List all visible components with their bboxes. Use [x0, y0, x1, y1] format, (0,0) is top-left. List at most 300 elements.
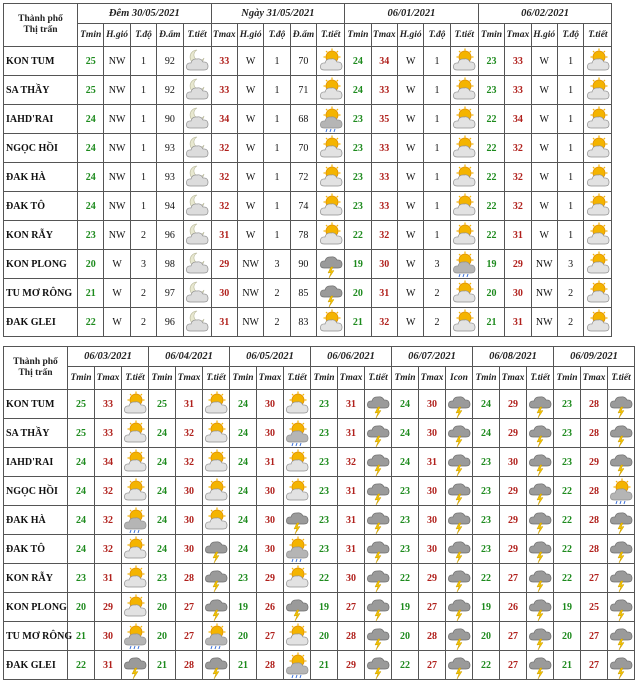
- value-cell: NW: [104, 76, 130, 105]
- city-name: SA THẦY: [4, 419, 68, 448]
- value-cell: 25: [78, 76, 104, 105]
- value-cell: 1: [130, 76, 156, 105]
- tmin-cell: 22: [473, 564, 500, 593]
- value-cell: 19: [478, 250, 504, 279]
- tmin-cell: 22: [554, 506, 581, 535]
- storm-cloud-icon: [609, 623, 633, 650]
- sun-cloud-icon: [123, 594, 147, 621]
- weather-cell: [527, 535, 554, 564]
- storm-cloud-icon: [528, 594, 552, 621]
- value-cell: 24: [78, 134, 104, 163]
- weather-cell: [608, 419, 635, 448]
- sun-cloud-icon: [285, 565, 309, 592]
- tmax-cell: 28: [581, 506, 608, 535]
- weather-cell: [527, 564, 554, 593]
- table-row: [4, 448, 635, 477]
- weather-cell: [446, 535, 473, 564]
- storm-cloud-icon: [447, 536, 471, 563]
- value-cell: 24: [345, 47, 371, 76]
- value-cell: 24: [78, 105, 104, 134]
- tmin-cell: 23: [230, 564, 257, 593]
- column-header: Tmin: [473, 367, 500, 390]
- sun-cloud-icon: [319, 193, 343, 220]
- weather-cell: [450, 47, 478, 76]
- value-cell: NW: [237, 279, 263, 308]
- value-cell: 92: [157, 76, 183, 105]
- table-row: [4, 250, 612, 279]
- value-cell: 1: [130, 192, 156, 221]
- tmin-cell: 21: [68, 622, 95, 651]
- value-cell: W: [237, 47, 263, 76]
- value-cell: 2: [424, 279, 450, 308]
- tmax-cell: 30: [419, 535, 446, 564]
- weather-cell: [183, 192, 211, 221]
- city-name: KON RẪY: [4, 221, 78, 250]
- storm-cloud-icon: [609, 594, 633, 621]
- column-header: T.tiết: [284, 367, 311, 390]
- tmax-cell: 29: [338, 651, 365, 680]
- sun-cloud-icon: [204, 478, 228, 505]
- tmin-cell: 22: [392, 651, 419, 680]
- tmin-cell: 19: [473, 593, 500, 622]
- city-name: NGỌC HỒI: [4, 134, 78, 163]
- date-header: Ngày 31/05/2021: [211, 4, 345, 24]
- value-cell: W: [397, 192, 423, 221]
- weather-cell: [584, 134, 612, 163]
- sun-cloud-icon: [123, 391, 147, 418]
- rain-cloud-icon: [204, 623, 228, 650]
- tmin-cell: 23: [311, 535, 338, 564]
- value-cell: 2: [264, 279, 290, 308]
- sun-cloud-icon: [586, 135, 610, 162]
- tmax-cell: 25: [581, 593, 608, 622]
- value-cell: 23: [345, 134, 371, 163]
- tmin-cell: 20: [149, 622, 176, 651]
- value-cell: 1: [130, 105, 156, 134]
- column-header: Tmax: [581, 367, 608, 390]
- weather-cell: [183, 308, 211, 337]
- sun-cloud-icon: [123, 420, 147, 447]
- weather-cell: [584, 76, 612, 105]
- column-header: Icon: [446, 367, 473, 390]
- tmin-cell: 25: [149, 390, 176, 419]
- value-cell: 32: [505, 134, 531, 163]
- tmax-cell: 27: [419, 593, 446, 622]
- tmax-cell: 30: [500, 448, 527, 477]
- sun-cloud-icon: [285, 478, 309, 505]
- city-name: KON TUM: [4, 47, 78, 76]
- tmax-cell: 30: [176, 535, 203, 564]
- column-header: Tmax: [419, 367, 446, 390]
- rain-cloud-icon: [285, 420, 309, 447]
- storm-cloud-icon: [528, 536, 552, 563]
- storm-cloud-icon: [285, 594, 309, 621]
- moon-cloud-icon: [185, 251, 209, 278]
- value-cell: 1: [424, 163, 450, 192]
- column-header: T.độ: [130, 24, 156, 47]
- tmax-cell: 27: [581, 564, 608, 593]
- tmax-cell: 27: [338, 593, 365, 622]
- value-cell: 33: [371, 163, 397, 192]
- column-header: T.tiết: [584, 24, 612, 47]
- weather-cell: [527, 390, 554, 419]
- value-cell: 1: [557, 47, 583, 76]
- weather-cell: [450, 221, 478, 250]
- table-row: [4, 134, 612, 163]
- weather-cell: [446, 622, 473, 651]
- date-header: 06/02/2021: [478, 4, 612, 24]
- storm-cloud-icon: [123, 652, 147, 679]
- tmax-cell: 30: [338, 564, 365, 593]
- tmin-cell: 20: [392, 622, 419, 651]
- tmin-cell: 24: [68, 535, 95, 564]
- tmax-cell: 27: [176, 622, 203, 651]
- weather-cell: [183, 221, 211, 250]
- storm-cloud-icon: [609, 536, 633, 563]
- column-header: H.gió: [397, 24, 423, 47]
- tmax-cell: 30: [257, 535, 284, 564]
- weather-cell: [284, 622, 311, 651]
- weather-cell: [284, 390, 311, 419]
- tmin-cell: 23: [311, 419, 338, 448]
- value-cell: 21: [478, 308, 504, 337]
- tmin-cell: 24: [230, 419, 257, 448]
- tmin-cell: 23: [311, 390, 338, 419]
- sun-cloud-icon: [586, 280, 610, 307]
- tmax-cell: 31: [338, 390, 365, 419]
- value-cell: 22: [78, 308, 104, 337]
- tmax-cell: 32: [95, 506, 122, 535]
- value-cell: 33: [211, 47, 237, 76]
- city-header-line2: Thị trấn: [18, 368, 53, 378]
- tmax-cell: 28: [338, 622, 365, 651]
- weather-cell: [203, 419, 230, 448]
- weather-cell: [608, 448, 635, 477]
- column-header: T.tiết: [527, 367, 554, 390]
- storm-cloud-icon: [447, 594, 471, 621]
- tmax-cell: 31: [338, 506, 365, 535]
- table-row: [4, 221, 612, 250]
- sun-cloud-icon: [319, 77, 343, 104]
- tmin-cell: 23: [392, 506, 419, 535]
- tmin-cell: 23: [311, 448, 338, 477]
- sun-cloud-icon: [586, 222, 610, 249]
- storm-cloud-icon: [366, 536, 390, 563]
- value-cell: W: [531, 76, 557, 105]
- tmin-cell: 24: [68, 448, 95, 477]
- weather-cell: [608, 651, 635, 680]
- table-row: [4, 535, 635, 564]
- weather-cell: [365, 593, 392, 622]
- tmax-cell: 28: [581, 419, 608, 448]
- value-cell: 31: [505, 221, 531, 250]
- value-cell: 1: [264, 163, 290, 192]
- storm-cloud-icon: [528, 478, 552, 505]
- weather-cell: [203, 506, 230, 535]
- tmin-cell: 22: [554, 564, 581, 593]
- weather-cell: [122, 535, 149, 564]
- table-row: [4, 506, 635, 535]
- rain-cloud-icon: [123, 623, 147, 650]
- sun-cloud-icon: [586, 77, 610, 104]
- city-name: ĐAK GLEI: [4, 308, 78, 337]
- tmin-cell: 20: [554, 622, 581, 651]
- weather-cell: [203, 564, 230, 593]
- column-header: Tmin: [149, 367, 176, 390]
- tmax-cell: 31: [338, 419, 365, 448]
- weather-cell: [446, 477, 473, 506]
- sun-cloud-icon: [123, 565, 147, 592]
- tmin-cell: 23: [392, 477, 419, 506]
- sun-cloud-icon: [452, 280, 476, 307]
- weather-cell: [122, 622, 149, 651]
- value-cell: 32: [371, 221, 397, 250]
- storm-cloud-icon: [447, 565, 471, 592]
- city-name: KON RẪY: [4, 564, 68, 593]
- sun-cloud-icon: [586, 48, 610, 75]
- value-cell: 20: [78, 250, 104, 279]
- tmax-cell: 27: [419, 651, 446, 680]
- weather-cell: [284, 419, 311, 448]
- city-name: NGỌC HỒI: [4, 477, 68, 506]
- value-cell: 33: [505, 76, 531, 105]
- value-cell: W: [104, 250, 130, 279]
- value-cell: 1: [264, 134, 290, 163]
- storm-cloud-icon: [319, 251, 343, 278]
- weather-cell: [183, 105, 211, 134]
- storm-cloud-icon: [447, 652, 471, 679]
- weather-cell: [365, 506, 392, 535]
- tmax-cell: 28: [176, 651, 203, 680]
- value-cell: 93: [157, 134, 183, 163]
- city-header-line1: Thành phố: [18, 14, 63, 24]
- table-row: [4, 419, 635, 448]
- value-cell: 32: [505, 192, 531, 221]
- column-header: Đ.ẩm: [157, 24, 183, 47]
- value-cell: 21: [345, 308, 371, 337]
- value-cell: 68: [290, 105, 316, 134]
- tmin-cell: 24: [230, 506, 257, 535]
- tmin-cell: 21: [554, 651, 581, 680]
- tmin-cell: 24: [392, 390, 419, 419]
- tmin-cell: 20: [473, 622, 500, 651]
- tmin-cell: 20: [311, 622, 338, 651]
- table-row: [4, 651, 635, 680]
- weather-cell: [317, 134, 345, 163]
- tmax-cell: 28: [581, 535, 608, 564]
- weather-cell: [584, 47, 612, 76]
- tmin-cell: 22: [473, 651, 500, 680]
- value-cell: 33: [211, 76, 237, 105]
- value-cell: NW: [237, 250, 263, 279]
- value-cell: 1: [424, 105, 450, 134]
- value-cell: 31: [211, 221, 237, 250]
- weather-cell: [284, 651, 311, 680]
- moon-cloud-icon: [185, 280, 209, 307]
- value-cell: 31: [505, 308, 531, 337]
- weather-cell: [527, 593, 554, 622]
- value-cell: 23: [345, 192, 371, 221]
- tmin-cell: 24: [149, 535, 176, 564]
- tmin-cell: 23: [554, 419, 581, 448]
- storm-cloud-icon: [609, 652, 633, 679]
- tmax-cell: 27: [257, 622, 284, 651]
- tmax-cell: 30: [257, 477, 284, 506]
- storm-cloud-icon: [366, 478, 390, 505]
- weather-cell: [446, 506, 473, 535]
- value-cell: 1: [130, 163, 156, 192]
- tmin-cell: 24: [473, 419, 500, 448]
- value-cell: 1: [130, 134, 156, 163]
- tmax-cell: 31: [419, 448, 446, 477]
- value-cell: 1: [424, 134, 450, 163]
- value-cell: 29: [505, 250, 531, 279]
- sun-cloud-icon: [586, 193, 610, 220]
- tmax-cell: 28: [257, 651, 284, 680]
- weather-cell: [365, 651, 392, 680]
- weather-cell: [284, 506, 311, 535]
- tmax-cell: 29: [500, 506, 527, 535]
- weather-cell: [365, 390, 392, 419]
- value-cell: NW: [104, 134, 130, 163]
- tmin-cell: 23: [392, 535, 419, 564]
- tmax-cell: 30: [95, 622, 122, 651]
- tmin-cell: 24: [149, 506, 176, 535]
- tmax-cell: 27: [581, 622, 608, 651]
- tmin-cell: 22: [554, 535, 581, 564]
- value-cell: 78: [290, 221, 316, 250]
- weather-cell: [183, 134, 211, 163]
- tmin-cell: 23: [311, 477, 338, 506]
- sun-cloud-icon: [204, 420, 228, 447]
- weather-cell: [284, 593, 311, 622]
- value-cell: W: [531, 105, 557, 134]
- tmax-cell: 30: [176, 477, 203, 506]
- column-header: T.tiết: [317, 24, 345, 47]
- value-cell: 33: [371, 134, 397, 163]
- storm-cloud-icon: [366, 623, 390, 650]
- sun-cloud-icon: [452, 135, 476, 162]
- column-header: Tmax: [257, 367, 284, 390]
- tmax-cell: 31: [338, 477, 365, 506]
- weather-cell: [584, 163, 612, 192]
- sun-cloud-icon: [123, 536, 147, 563]
- column-header: T.độ: [424, 24, 450, 47]
- weather-cell: [608, 477, 635, 506]
- weather-cell: [446, 593, 473, 622]
- weather-cell: [122, 419, 149, 448]
- table-row: [4, 192, 612, 221]
- tmin-cell: 23: [473, 506, 500, 535]
- tmin-cell: 22: [311, 564, 338, 593]
- column-header: Tmax: [338, 367, 365, 390]
- storm-cloud-icon: [204, 565, 228, 592]
- tmin-cell: 21: [230, 651, 257, 680]
- tmax-cell: 27: [500, 564, 527, 593]
- weather-cell: [608, 564, 635, 593]
- value-cell: 23: [78, 221, 104, 250]
- city-header-line1: Thành phố: [13, 357, 58, 367]
- storm-cloud-icon: [609, 565, 633, 592]
- column-header: T.tiết: [122, 367, 149, 390]
- tmin-cell: 23: [473, 448, 500, 477]
- rain-cloud-icon: [123, 507, 147, 534]
- table-row: [4, 105, 612, 134]
- value-cell: 23: [345, 163, 371, 192]
- value-cell: W: [237, 192, 263, 221]
- value-cell: 3: [557, 250, 583, 279]
- value-cell: 72: [290, 163, 316, 192]
- city-name: KON PLONG: [4, 250, 78, 279]
- tmin-cell: 23: [554, 390, 581, 419]
- tmin-cell: 23: [473, 535, 500, 564]
- value-cell: W: [397, 105, 423, 134]
- sun-cloud-icon: [319, 164, 343, 191]
- storm-cloud-icon: [447, 623, 471, 650]
- weather-cell: [446, 448, 473, 477]
- sun-cloud-icon: [452, 193, 476, 220]
- date-header: 06/06/2021: [311, 347, 392, 367]
- value-cell: 1: [424, 47, 450, 76]
- value-cell: 1: [557, 134, 583, 163]
- storm-cloud-icon: [319, 280, 343, 307]
- value-cell: 21: [78, 279, 104, 308]
- weather-cell: [584, 279, 612, 308]
- value-cell: 85: [290, 279, 316, 308]
- tmax-cell: 29: [500, 477, 527, 506]
- storm-cloud-icon: [609, 507, 633, 534]
- value-cell: W: [397, 163, 423, 192]
- column-header: Tmax: [176, 367, 203, 390]
- moon-cloud-icon: [185, 48, 209, 75]
- tmax-cell: 29: [419, 564, 446, 593]
- weather-cell: [122, 564, 149, 593]
- sun-cloud-icon: [452, 164, 476, 191]
- city-name: TU MƠ RÔNG: [4, 279, 78, 308]
- value-cell: W: [531, 221, 557, 250]
- value-cell: W: [397, 279, 423, 308]
- moon-cloud-icon: [185, 135, 209, 162]
- tmin-cell: 23: [473, 477, 500, 506]
- sun-cloud-icon: [319, 309, 343, 336]
- value-cell: 1: [557, 76, 583, 105]
- value-cell: W: [237, 221, 263, 250]
- weather-cell: [365, 419, 392, 448]
- city-name: ĐAK TÔ: [4, 535, 68, 564]
- column-header: H.gió: [531, 24, 557, 47]
- storm-cloud-icon: [366, 652, 390, 679]
- city-name: KON PLONG: [4, 593, 68, 622]
- weather-cell: [365, 535, 392, 564]
- tmax-cell: 27: [176, 593, 203, 622]
- sun-cloud-icon: [319, 48, 343, 75]
- table-row: [4, 477, 635, 506]
- sun-cloud-icon: [452, 222, 476, 249]
- tmin-cell: 19: [554, 593, 581, 622]
- storm-cloud-icon: [447, 420, 471, 447]
- value-cell: 1: [424, 192, 450, 221]
- storm-cloud-icon: [285, 507, 309, 534]
- column-header: T.tiết: [183, 24, 211, 47]
- tmin-cell: 24: [149, 419, 176, 448]
- value-cell: 3: [264, 250, 290, 279]
- value-cell: 20: [345, 279, 371, 308]
- value-cell: 32: [371, 308, 397, 337]
- column-header: Đ.ẩm: [290, 24, 316, 47]
- value-cell: 32: [211, 134, 237, 163]
- weather-cell: [284, 448, 311, 477]
- column-header: Tmax: [211, 24, 237, 47]
